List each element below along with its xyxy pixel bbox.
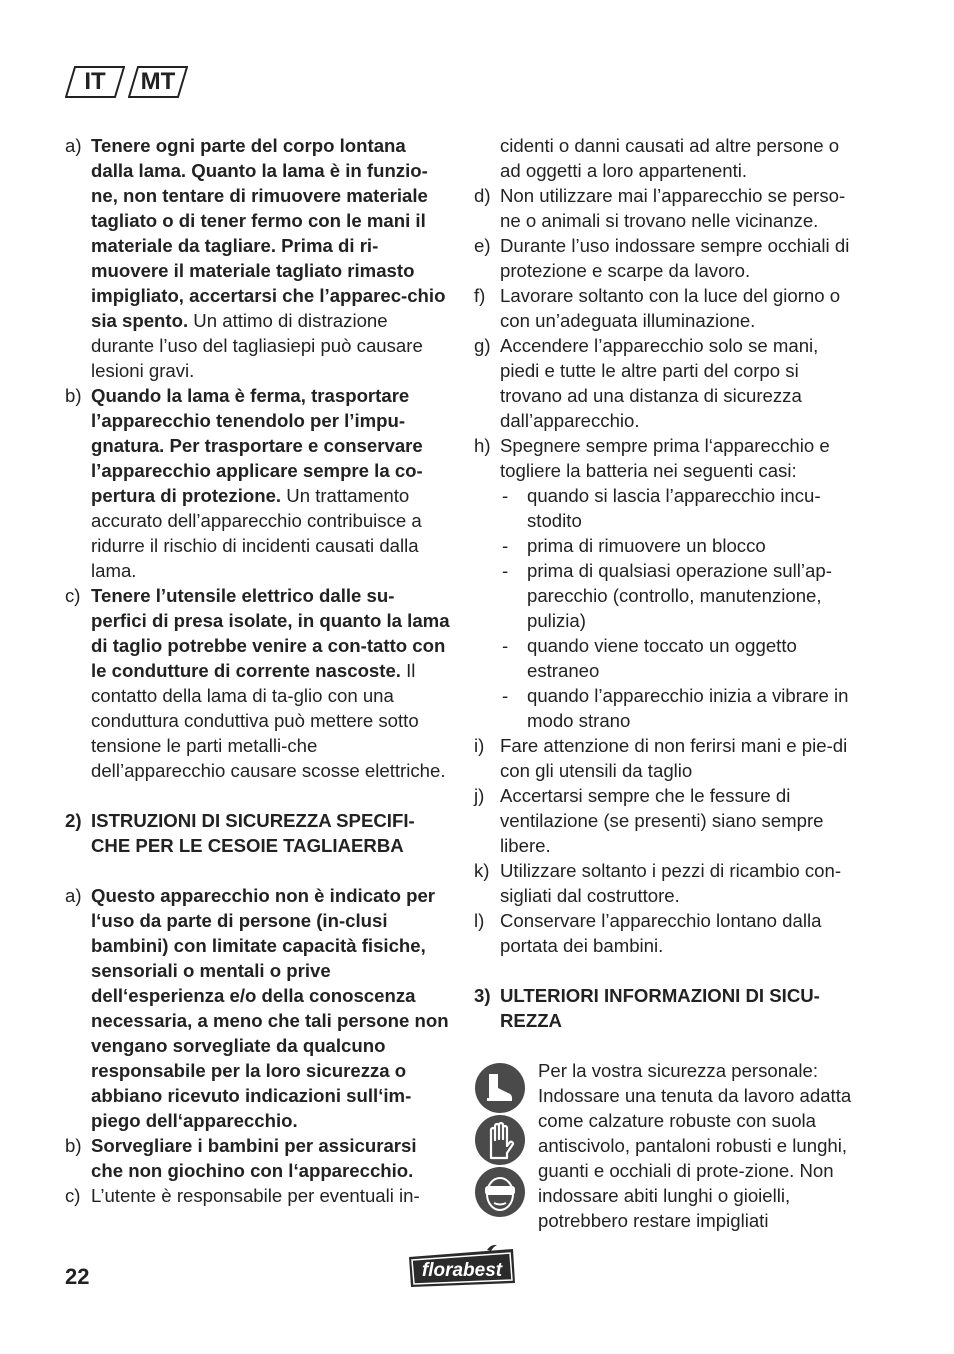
item-text: Utilizzare soltanto i pezzi di ricambio con-sigliati dal costruttore. bbox=[500, 860, 842, 906]
item-bold-text: Quando la lama è ferma, trasportare l’apparecchio tenendolo per l’impu-gnatura. Per trasportare e conservare l’apparecchio applicare sempre la co-pertura di protezione. bbox=[91, 385, 423, 506]
item-text: Non utilizzare mai l’apparecchio se perso-ne o animali si trovano nelle vicinanze. bbox=[500, 185, 846, 231]
item-text bbox=[91, 583, 450, 783]
section-heading bbox=[474, 983, 859, 1033]
logo-text: florabest bbox=[421, 1260, 503, 1281]
item-text: Accertarsi sempre che le fessure di ventilazione (se presenti) siano sempre libere. bbox=[500, 785, 824, 856]
item-text: cidenti o danni causati ad altre persone o ad oggetti a loro appartenenti. bbox=[500, 135, 840, 181]
item-label: h) bbox=[474, 435, 491, 456]
list-item bbox=[65, 1133, 450, 1183]
list-item bbox=[474, 333, 859, 433]
list-item bbox=[474, 233, 859, 283]
item-text: Spegnere sempre prima l‘apparecchio e togliere la batteria nei seguenti casi: bbox=[500, 435, 830, 481]
item-bold-text: Questo apparecchio non è indicato per l‘uso da parte di persone (in-clusi bambini) con limitate capacità fisiche, sensoriali o mentali o prive dell‘esperienza e/o della conoscenza necessaria, a meno che tali persone non vengano sorvegliate da qualcuno responsabile per la loro sicurezza o abbiano ricevuto indicazioni sull‘im-piego dell‘apparecchio. bbox=[91, 885, 449, 1131]
safety-gloves-icon bbox=[474, 1114, 526, 1166]
item-normal-text: Un trattamento accurato dell’apparecchio contribuisce a ridurre il rischio di incidenti causati dalla lama. bbox=[91, 485, 422, 581]
left-column bbox=[65, 133, 450, 1208]
sub-list-item bbox=[500, 633, 859, 683]
list-item bbox=[474, 783, 859, 858]
list-item bbox=[65, 883, 450, 1133]
item-label: g) bbox=[474, 335, 491, 356]
item-text: L’utente è responsabile per eventuali in- bbox=[91, 1185, 420, 1206]
item-label: a) bbox=[65, 885, 82, 906]
safety-goggles-icon bbox=[474, 1166, 526, 1218]
list-item bbox=[474, 733, 859, 783]
item-text bbox=[91, 883, 450, 1133]
item-text: Accendere l’apparecchio solo se mani, piedi e tutte le altre parti del corpo si trovano ad una distanza di sicurezza dall’apparecchio. bbox=[500, 335, 819, 431]
item-label: f) bbox=[474, 285, 486, 306]
sub-list-item bbox=[500, 683, 859, 733]
safety-boots-icon bbox=[474, 1062, 526, 1114]
item-text: Conservare l’apparecchio lontano dalla portata dei bambini. bbox=[500, 910, 822, 956]
dash-bullet: - bbox=[502, 685, 509, 706]
page-number: 22 bbox=[65, 1264, 90, 1289]
item-label: j) bbox=[474, 785, 485, 806]
item-label: b) bbox=[65, 385, 82, 406]
section-heading bbox=[65, 808, 450, 858]
item-bold-text: Sorvegliare i bambini per assicurarsi che non giochino con l‘apparecchio. bbox=[91, 1135, 417, 1181]
sub-item-text: quando l’apparecchio inizia a vibrare in modo strano bbox=[527, 685, 849, 731]
dash-bullet: - bbox=[502, 560, 509, 581]
item-label: i) bbox=[474, 735, 485, 756]
sub-item-text: quando viene toccato un oggetto estraneo bbox=[527, 635, 797, 681]
item-bold-text: Tenere ogni parte del corpo lontana dalla lama. Quanto la lama è in funzio-ne, non tentare di rimuovere materiale tagliato o di tener fermo con le mani il materiale da tagliare. Prima di ri-muovere il materiale tagliato rimasto impigliato, accertarsi che l’apparec-chio sia spento. bbox=[91, 135, 446, 331]
list-item bbox=[65, 583, 450, 783]
dash-bullet: - bbox=[502, 535, 509, 556]
item-normal-text: Un attimo di distrazione durante l’uso del tagliasiepi può causare lesioni gravi. bbox=[91, 310, 423, 381]
item-label: a) bbox=[65, 135, 82, 156]
florabest-logo bbox=[405, 1243, 519, 1291]
sub-list-item bbox=[500, 558, 859, 633]
list-item bbox=[474, 183, 859, 233]
list-item bbox=[474, 433, 859, 483]
sub-item-text: prima di qualsiasi operazione sull’ap-parecchio (controllo, manutenzione, pulizia) bbox=[527, 560, 832, 631]
list-item bbox=[474, 908, 859, 958]
item-label: c) bbox=[65, 1185, 81, 1206]
list-item-continuation bbox=[474, 133, 859, 183]
heading-text: ULTERIORI INFORMAZIONI DI SICU-REZZA bbox=[500, 985, 820, 1031]
language-badge-it bbox=[65, 66, 125, 98]
item-text: Durante l’uso indossare sempre occhiali di protezione e scarpe da lavoro. bbox=[500, 235, 850, 281]
item-label: l) bbox=[474, 910, 485, 931]
item-text bbox=[91, 133, 450, 383]
heading-number: 3) bbox=[474, 985, 491, 1006]
item-text: Lavorare soltanto con la luce del giorno o con un’adeguata illuminazione. bbox=[500, 285, 841, 331]
right-column bbox=[474, 133, 859, 1233]
item-label: d) bbox=[474, 185, 491, 206]
item-bold-text: Tenere l’utensile elettrico dalle su-perfici di presa isolate, in quanto la lama di taglio potrebbe venire a con-tatto con le condutture di corrente nascoste. bbox=[91, 585, 450, 681]
sub-list-item bbox=[500, 483, 859, 533]
list-item bbox=[474, 283, 859, 333]
list-item bbox=[474, 858, 859, 908]
list-item bbox=[65, 1183, 450, 1208]
dash-bullet: - bbox=[502, 635, 509, 656]
language-code-it: IT bbox=[84, 68, 106, 95]
language-badge-mt bbox=[128, 66, 188, 98]
item-label: e) bbox=[474, 235, 491, 256]
heading-number: 2) bbox=[65, 810, 82, 831]
sub-list-item bbox=[500, 533, 859, 558]
item-text bbox=[91, 1133, 450, 1183]
list-item bbox=[65, 383, 450, 583]
language-code-mt: MT bbox=[140, 68, 176, 95]
item-label: k) bbox=[474, 860, 490, 881]
dash-bullet: - bbox=[502, 485, 509, 506]
item-normal-text: Il contatto della lama di ta-glio con una conduttura conduttiva può mettere sotto tensione le parti metalli-che dell’apparecchio causare scosse elettriche. bbox=[91, 660, 446, 781]
sub-item-text: prima di rimuovere un blocco bbox=[527, 535, 766, 556]
item-text bbox=[91, 383, 450, 583]
ppe-text: Per la vostra sicurezza personale: Indossare una tenuta da lavoro adatta come calzature robuste con suola antiscivolo, pantaloni robusti e lunghi, guanti e occhiali di prote-zione. Non indossare abiti lunghi o gioielli, potrebbero restare impigliati bbox=[538, 1060, 852, 1231]
item-label: c) bbox=[65, 585, 81, 606]
list-item bbox=[65, 133, 450, 383]
sub-item-text: quando si lascia l’apparecchio incu-stodito bbox=[527, 485, 821, 531]
heading-text: ISTRUZIONI DI SICUREZZA SPECIFI-CHE PER LE CESOIE TAGLIAERBA bbox=[91, 810, 415, 856]
item-text: Fare attenzione di non ferirsi mani e pie-di con gli utensili da taglio bbox=[500, 735, 848, 781]
ppe-block bbox=[474, 1058, 859, 1233]
item-label: b) bbox=[65, 1135, 82, 1156]
